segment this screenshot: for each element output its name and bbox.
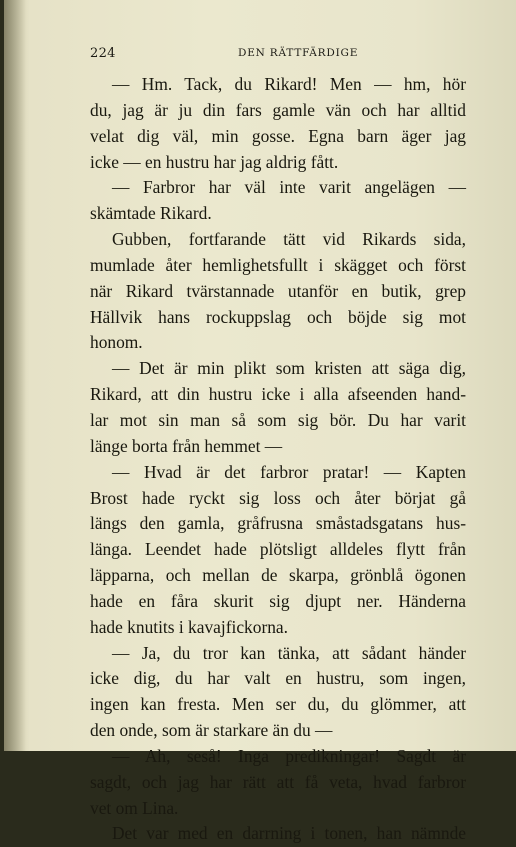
text-line: längs den gamla, gråfrusna småstadsgatans hus- xyxy=(90,513,466,534)
text-line: när Rikard tvärstannade utanför en butik, grep xyxy=(90,280,466,301)
text-line: — Hvad är det farbror pratar! — Kapten xyxy=(112,461,466,482)
text-line: vet om Lina. xyxy=(90,797,179,818)
body-text xyxy=(90,72,466,847)
text-line: — Ja, du tror kan tänka, att sådant händer xyxy=(112,642,466,663)
text-line: — Ah, seså! Inga predikningar! Sagdt är xyxy=(112,745,466,766)
text-line: hade knutits i kavajfickorna. xyxy=(90,616,288,637)
text-line: — Hm. Tack, du Rikard! Men — hm, hör xyxy=(112,74,466,94)
text-line: — Det är min plikt som kristen att säga dig, xyxy=(112,358,466,379)
text-line: läpparna, och mellan de skarpa, grönblå ögonen xyxy=(90,565,466,586)
text-line: honom. xyxy=(90,332,143,353)
text-line: Brost hade ryckt sig loss och åter börjat gå xyxy=(90,487,466,508)
page-number: 224 xyxy=(90,46,116,61)
text-line: länge borta från hemmet — xyxy=(90,435,283,456)
text-line: Gubben, fortfarande tätt vid Rikards sida, xyxy=(112,229,466,250)
text-line: skämtade Rikard. xyxy=(90,203,212,224)
text-line: Rikard, att din hustru icke i alla afseenden hand- xyxy=(90,384,466,405)
book-page xyxy=(4,0,516,844)
text-line: hade en fåra skurit sig djupt ner. Händerna xyxy=(90,590,466,611)
running-head: DEN RÄTTFÄRDIGE xyxy=(238,47,359,59)
text-line: den onde, som är starkare än du — xyxy=(90,720,333,741)
binding-gutter xyxy=(4,0,26,751)
page-header xyxy=(90,46,470,62)
text-line: icke — en hustru har jag aldrig fått. xyxy=(90,151,339,172)
text-line: velat dig väl, min gosse. Egna barn äger jag xyxy=(90,125,466,146)
text-line: länga. Leendet hade plötsligt alldeles flytt från xyxy=(90,539,466,560)
text-line: lar mot sin man så som sig bör. Du har varit xyxy=(90,409,466,430)
text-line: du, jag är ju din fars gamle vän och har alltid xyxy=(90,99,466,120)
text-line: ingen kan fresta. Men ser du, du glömmer, att xyxy=(90,694,466,715)
text-line: — Farbror har väl inte varit angelägen — xyxy=(112,177,466,198)
text-line: Hällvik hans rockuppslag och böjde sig mot xyxy=(90,306,466,327)
text-line: sagdt, och jag har rätt att få veta, hvad farbror xyxy=(90,771,466,792)
text-line: mumlade åter hemlighetsfullt i skägget och först xyxy=(90,254,466,275)
text-line: icke dig, du har valt en hustru, som ingen, xyxy=(90,668,466,689)
text-line: Det var med en darrning i tonen, han nämnde xyxy=(112,823,466,844)
